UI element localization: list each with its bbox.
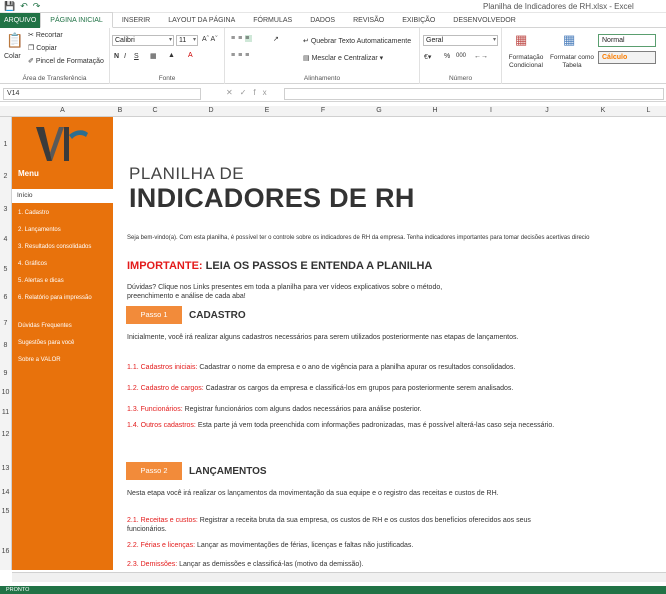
conditional-format-button[interactable]: Formatação Condicional xyxy=(508,54,544,69)
formula-bar xyxy=(0,86,666,102)
step1-item: 1.3. Funcionários: Registrar funcionários com alguns dados necessários para análise posterior. xyxy=(127,406,422,413)
percent-button[interactable]: % xyxy=(444,53,451,60)
number-group-label: Número xyxy=(448,75,473,82)
sidebar-item-sugestoes[interactable]: Sugestões para você xyxy=(18,340,75,346)
tab-pagina-inicial[interactable]: PÁGINA INICIAL xyxy=(40,12,113,28)
quick-access-toolbar xyxy=(4,1,40,12)
wrap-icon: ↵ xyxy=(303,38,309,45)
fill-color-icon[interactable]: ▲ xyxy=(168,52,175,59)
row-header[interactable]: 14 xyxy=(1,489,10,496)
step2-badge: Passo 2 xyxy=(126,462,182,480)
row-header[interactable]: 8 xyxy=(3,342,8,349)
step2-description: Nesta etapa você irá realizar os lançamentos da movimentação da sua equipe e o registro das receitas e custos de RH. xyxy=(127,490,499,497)
step1-badge: Passo 1 xyxy=(126,306,182,324)
clipboard-group xyxy=(0,28,110,84)
copy-icon: ❐ xyxy=(28,45,35,52)
step2-item: 2.2. Férias e licenças: Lançar as movimentações de férias, licenças e faltas não justificadas. xyxy=(127,542,414,549)
step1-item: 1.1. Cadastros iniciais: Cadastrar o nome da empresa e o ano de vigência para a planilha apurar os resultados consolidados. xyxy=(127,364,516,371)
page-title: INDICADORES DE RH xyxy=(129,183,415,213)
wrap-text-button[interactable]: ↵ Quebrar Texto Automaticamente xyxy=(303,38,412,45)
font-color-icon[interactable]: A xyxy=(188,52,193,59)
redo-icon[interactable]: ↷ xyxy=(32,1,41,11)
ribbon-tabs xyxy=(0,13,666,28)
italic-button[interactable]: I xyxy=(124,53,126,60)
column-header[interactable]: G xyxy=(376,107,382,114)
table-format-icon[interactable]: ▦ xyxy=(563,32,576,47)
row-headers xyxy=(0,117,12,570)
column-header[interactable]: D xyxy=(208,107,214,114)
font-group-label: Fonte xyxy=(158,75,176,82)
formula-buttons[interactable]: ✕✓fx xyxy=(226,88,274,97)
decimals-icon[interactable]: ←→ xyxy=(474,53,488,60)
column-header[interactable]: L xyxy=(646,107,651,114)
tab-inserir[interactable]: INSERIR xyxy=(121,16,151,24)
align-top-icon[interactable]: ≡≡≡ xyxy=(231,35,253,42)
column-header[interactable]: K xyxy=(600,107,606,114)
font-grow-button[interactable]: Aˆ Aˇ xyxy=(202,36,218,43)
row-header[interactable]: 11 xyxy=(1,409,10,416)
sidebar-item-inicio[interactable]: Início xyxy=(12,189,113,203)
borders-icon[interactable]: ▦ xyxy=(150,53,157,60)
sidebar-item-graficos[interactable]: 4. Gráficos xyxy=(18,261,48,267)
important-heading: IMPORTANTE: LEIA OS PASSOS E ENTENDA A PLANILHA xyxy=(127,260,433,272)
undo-icon[interactable]: ↶ xyxy=(20,1,28,11)
row-header[interactable]: 6 xyxy=(3,294,8,301)
tab-exibicao[interactable]: EXIBIÇÃO xyxy=(402,16,436,24)
sidebar-item-alertas[interactable]: 5. Alertas e dicas xyxy=(18,278,64,284)
orientation-icon[interactable]: ↗ xyxy=(273,36,279,43)
style-normal[interactable]: Normal xyxy=(598,34,656,47)
underline-button[interactable]: S xyxy=(134,53,139,60)
chevron-down-icon: ▾ xyxy=(492,37,496,43)
column-header[interactable]: H xyxy=(432,107,438,114)
tab-revisao[interactable]: REVISÃO xyxy=(353,16,385,24)
name-box[interactable]: V14 xyxy=(3,88,201,100)
tab-arquivo[interactable]: ARQUIVO xyxy=(0,13,40,28)
step1-item: 1.2. Cadastro de cargos: Cadastrar os cargos da empresa e classificá-los em grupos para posteriormente serem analisados. xyxy=(127,385,514,392)
tab-dados[interactable]: DADOS xyxy=(310,16,336,24)
sidebar-item-relatorio[interactable]: 6. Relatório para impressão xyxy=(18,295,92,301)
row-header[interactable]: 4 xyxy=(3,236,8,243)
chevron-down-icon: ▾ xyxy=(192,37,196,43)
row-header[interactable]: 1 xyxy=(3,141,8,148)
sidebar-menu xyxy=(12,117,113,570)
column-header[interactable]: E xyxy=(264,107,270,114)
fx-icon: fx xyxy=(253,88,274,97)
status-bar xyxy=(0,586,666,594)
tab-layout[interactable]: LAYOUT DA PÁGINA xyxy=(168,16,236,24)
font-name-select[interactable]: Calibri ▾ xyxy=(112,35,174,46)
bold-button[interactable]: N xyxy=(114,53,120,60)
row-header[interactable]: 13 xyxy=(1,465,10,472)
sidebar-item-duvidas[interactable]: Dúvidas Frequentes xyxy=(18,323,72,329)
format-as-table-button[interactable]: Formatar como Tabela xyxy=(549,54,595,69)
row-header[interactable]: 12 xyxy=(1,431,10,438)
sheet-content xyxy=(113,117,666,570)
column-header[interactable]: F xyxy=(320,107,326,114)
column-header[interactable]: C xyxy=(152,107,158,114)
number-format-select[interactable]: Geral ▾ xyxy=(423,35,498,46)
step1-title: CADASTRO xyxy=(189,310,246,321)
step1-item: 1.4. Outros cadastros: Esta parte já vem toda preenchida com informações padronizadas, mas é possível alterá-las caso seja necessário. xyxy=(127,422,555,429)
sidebar-item-lancamentos[interactable]: 2. Lançamentos xyxy=(18,227,61,233)
formula-input[interactable] xyxy=(284,88,664,100)
merge-icon: ▤ xyxy=(303,55,310,62)
doubts-text: Dúvidas? Clique nos Links presentes em toda a planilha para ver vídeos explicativos sobre o método, preenchimento e análise de cada aba! xyxy=(127,284,443,300)
scissors-icon: ✂ xyxy=(28,32,34,39)
column-header[interactable]: A xyxy=(60,107,65,114)
step2-item: 2.3. Demissões: Lançar as demissões e classificá-las (motivo da demissão). xyxy=(127,561,364,568)
style-calculo[interactable]: Cálculo xyxy=(598,51,656,64)
row-header[interactable]: 9 xyxy=(3,370,8,377)
row-header[interactable]: 10 xyxy=(1,389,10,396)
ribbon xyxy=(0,28,666,84)
paste-button[interactable]: Colar xyxy=(4,53,21,60)
merge-center-button[interactable]: ▤ Mesclar e Centralizar ▾ xyxy=(303,55,384,62)
chevron-down-icon: ▾ xyxy=(168,37,172,43)
row-header[interactable]: 3 xyxy=(3,206,8,213)
window-title: Planilha de Indicadores de RH.xlsx - Excel xyxy=(483,2,634,11)
tab-formulas[interactable]: FÓRMULAS xyxy=(253,16,293,24)
tab-desenvolvedor[interactable]: DESENVOLVEDOR xyxy=(453,16,516,24)
brush-icon: ✐ xyxy=(28,58,34,65)
column-header[interactable]: J xyxy=(545,107,549,114)
horizontal-scrollbar[interactable] xyxy=(12,572,666,582)
title-small: PLANILHA DE xyxy=(129,164,245,183)
clipboard-group-label: Área de Transferência xyxy=(22,75,87,82)
row-header[interactable]: 5 xyxy=(3,266,8,273)
column-header[interactable]: B xyxy=(117,107,123,114)
thousands-button[interactable]: 000 xyxy=(456,53,467,59)
currency-icon[interactable]: €▾ xyxy=(424,54,432,61)
font-size-select[interactable]: 11 ▾ xyxy=(176,35,198,46)
alignment-group-label: Alinhamento xyxy=(303,75,341,82)
menu-title: Menu xyxy=(18,169,39,178)
align-left-icon[interactable]: ≡≡≡ xyxy=(231,52,253,59)
cut-button[interactable]: ✂ Recortar xyxy=(28,32,63,39)
styles-group xyxy=(502,28,666,84)
column-headers xyxy=(0,106,666,117)
sidebar-item-sobre[interactable]: Sobre a VALOR xyxy=(18,357,61,363)
company-logo xyxy=(30,121,92,169)
sidebar-item-cadastro[interactable]: 1. Cadastro xyxy=(18,210,50,216)
row-header[interactable]: 16 xyxy=(1,548,10,555)
step1-description: Inicialmente, você irá realizar alguns cadastros necessários para serem utilizados posteriormente nas etapas de lançamentos. xyxy=(127,334,519,341)
conditional-format-icon[interactable]: ▦ xyxy=(515,32,528,47)
status-text: PRONTO xyxy=(6,587,30,593)
alignment-group xyxy=(225,28,420,84)
row-header[interactable]: 15 xyxy=(1,508,10,515)
step2-item: 2.1. Receitas e custos: Registrar a receita bruta da sua empresa, os custos de RH e os custos dos benefícios oferecidos aos seus funcionários. xyxy=(127,517,531,533)
intro-text: Seja bem-vindo(a). Com esta planilha, é possível ter o controle sobre os indicadores de RH da empresa. Tenha indicadores importantes para tomar decisões acertivas direcio xyxy=(127,235,590,241)
number-group xyxy=(420,28,502,84)
copy-button[interactable]: ❐ Copiar xyxy=(28,45,57,52)
paste-icon[interactable]: 📋 xyxy=(6,32,24,48)
row-header[interactable]: 2 xyxy=(3,173,8,180)
font-group xyxy=(110,28,225,84)
sidebar-item-resultados[interactable]: 3. Resultados consolidados xyxy=(18,244,92,250)
column-header[interactable]: I xyxy=(490,107,492,114)
save-icon[interactable]: 💾 xyxy=(4,1,16,11)
row-header[interactable]: 7 xyxy=(3,320,8,327)
format-painter-button[interactable]: ✐ Pincel de Formatação xyxy=(28,58,104,65)
step2-title: LANÇAMENTOS xyxy=(189,466,267,477)
